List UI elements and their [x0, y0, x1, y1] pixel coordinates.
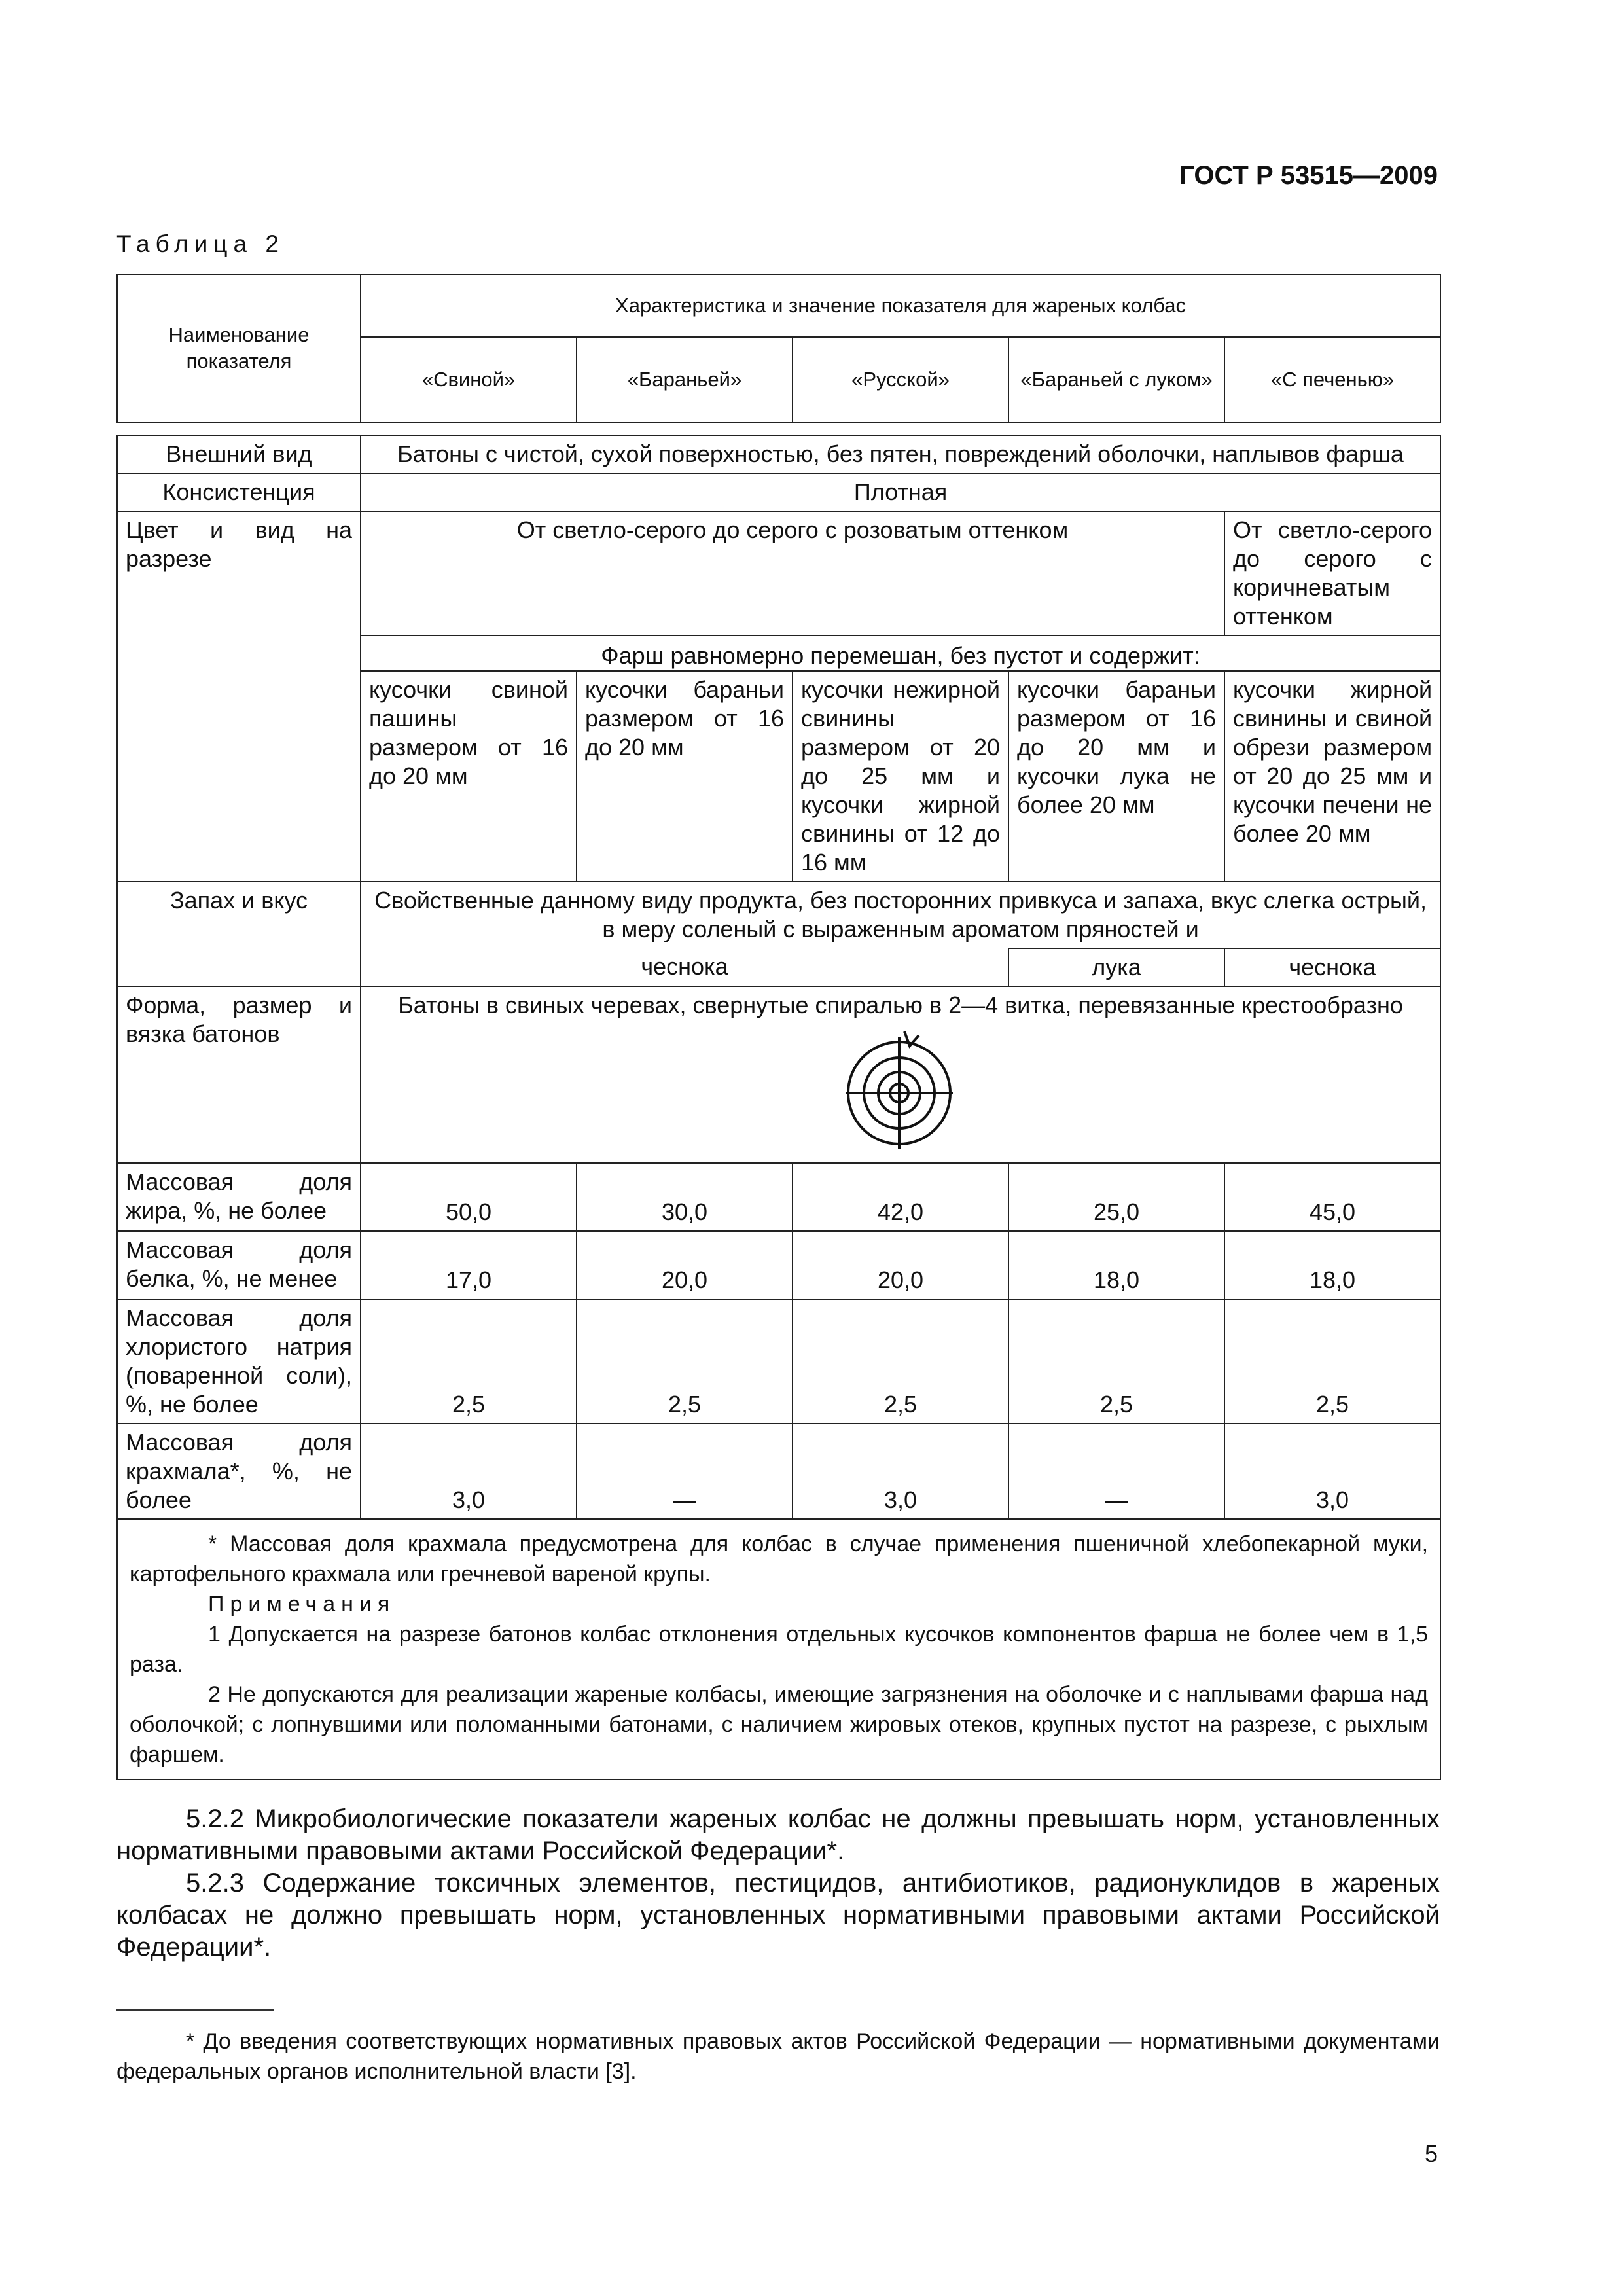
- table-cell: 2,5: [361, 1299, 577, 1424]
- footnote-separator: [116, 2009, 274, 2011]
- page-number: 5: [1424, 2140, 1438, 2167]
- column-header: «Бараньей с луком»: [1008, 337, 1224, 422]
- cut-color-common: От светло-серого до серого с розоватым оттенком: [361, 511, 1224, 636]
- corner-header: Наименование показателя: [117, 274, 361, 422]
- table-cell: 45,0: [1224, 1163, 1440, 1231]
- row-label: Консистенция: [117, 473, 361, 511]
- consistency-value: Плотная: [361, 473, 1440, 511]
- table-cell: 50,0: [361, 1163, 577, 1231]
- smell-ending: лука: [1008, 948, 1224, 986]
- table-cell: 2,5: [577, 1299, 793, 1424]
- table-cell: 20,0: [577, 1231, 793, 1299]
- footnote-text: * До введения соответствующих нормативных правовых актов Российской Федерации — нормативными документами федеральных органов исполнительной власти [3].: [116, 2029, 1440, 2084]
- row-label: Массовая доля крахмала*, %, не более: [117, 1424, 361, 1519]
- table-cell: —: [577, 1424, 793, 1519]
- table-cell: 25,0: [1008, 1163, 1224, 1231]
- row-label: Массовая доля хлористого натрия (поваренной соли), %, не более: [117, 1299, 361, 1424]
- shape-value: Батоны в свиных черевах, свернутые спиралью в 2—4 витка, перевязанные крестообразно: [398, 992, 1403, 1018]
- cut-pieces: кусочки бараньи размером от 16 до 20 мм: [577, 671, 793, 882]
- column-header: «Бараньей»: [577, 337, 793, 422]
- body-text: [116, 1803, 1440, 1964]
- cut-pieces: кусочки бараньи размером от 16 до 20 мм и кусочки лука не более 20 мм: [1008, 671, 1224, 882]
- table-footnote: * Массовая доля крахмала предусмотрена для колбас в случае применения пшеничной хлебопекарной муки, картофельного крахмала или гречневой вареной крупы.: [130, 1532, 1429, 1587]
- header-separator: [117, 422, 1440, 435]
- smell-value: Свойственные данному виду продукта, без посторонних привкуса и запаха, вкус слегка острый, в меру соленый с выраженным ароматом пряностей и: [361, 882, 1440, 948]
- table-cell: 2,5: [793, 1299, 1008, 1424]
- row-label: Массовая доля жира, %, не более: [117, 1163, 361, 1231]
- notes-heading: Примечания: [208, 1592, 396, 1617]
- group-header: Характеристика и значение показателя для жареных колбас: [361, 274, 1440, 337]
- cut-color-liver: От светло-серого до серого с коричневатым оттенком: [1224, 511, 1440, 636]
- table-cell: 3,0: [793, 1424, 1008, 1519]
- cut-pieces: кусочки свиной пашины размером от 16 до 20 мм: [361, 671, 577, 882]
- page-footnote: [116, 2026, 1440, 2087]
- row-label: Запах и вкус: [117, 882, 361, 986]
- table-cell: 3,0: [361, 1424, 577, 1519]
- table-caption: Таблица 2: [116, 230, 285, 257]
- paragraph-5-2-2: 5.2.2 Микробиологические показатели жареных колбас не должны превышать норм, установленных нормативными правовыми актами Российской Федерации*.: [116, 1804, 1440, 1865]
- cut-pieces: кусочки нежирной свинины размером от 20 до 25 мм и кусочки жирной свинины от 12 до 16 мм: [793, 671, 1008, 882]
- spiral-sausage-illustration: [842, 1028, 959, 1152]
- table-cell: 17,0: [361, 1231, 577, 1299]
- row-label: Внешний вид: [117, 435, 361, 473]
- smell-ending: чеснока: [1224, 948, 1440, 986]
- note-1: 1 Допускается на разрезе батонов колбас отклонения отдельных кусочков компонентов фарша не более чем в 1,5 раза.: [130, 1622, 1429, 1677]
- smell-ending: чеснока: [361, 948, 1008, 986]
- column-header: «Свиной»: [361, 337, 577, 422]
- cut-pieces: кусочки жирной свинины и свиной обрези размером от 20 до 25 мм и кусочки печени не более 20 мм: [1224, 671, 1440, 882]
- paragraph-5-2-3: 5.2.3 Содержание токсичных элементов, пестицидов, антибиотиков, радионуклидов в жареных колбасах не должно превышать норм, установленных нормативными правовыми актами Российской Федерации*.: [116, 1869, 1440, 1962]
- table-cell: 18,0: [1008, 1231, 1224, 1299]
- table-cell: 2,5: [1008, 1299, 1224, 1424]
- appearance-value: Батоны с чистой, сухой поверхностью, без пятен, повреждений оболочки, наплывов фарша: [361, 435, 1440, 473]
- table-notes: [117, 1519, 1440, 1780]
- table-cell: 2,5: [1224, 1299, 1440, 1424]
- note-2: 2 Не допускаются для реализации жареные колбасы, имеющие загрязнения на оболочке и с наплывами фарша над оболочкой; с лопнувшими или поломанными батонами, с наличием жировых отеков, крупных пустот на разрезе, с рыхлым фаршем.: [130, 1682, 1429, 1767]
- mince-description: Фарш равномерно перемешан, без пустот и содержит:: [361, 636, 1440, 671]
- standard-id: ГОСТ Р 53515—2009: [1179, 161, 1438, 190]
- requirements-table: [116, 274, 1441, 1780]
- table-cell: 18,0: [1224, 1231, 1440, 1299]
- shape-cell: [361, 986, 1440, 1163]
- row-label: Массовая доля белка, %, не менее: [117, 1231, 361, 1299]
- table-cell: 3,0: [1224, 1424, 1440, 1519]
- table-cell: 42,0: [793, 1163, 1008, 1231]
- column-header: «Русской»: [793, 337, 1008, 422]
- row-label: Форма, размер и вязка батонов: [117, 986, 361, 1163]
- table-cell: 30,0: [577, 1163, 793, 1231]
- table-cell: —: [1008, 1424, 1224, 1519]
- column-header: «С печенью»: [1224, 337, 1440, 422]
- table-cell: 20,0: [793, 1231, 1008, 1299]
- row-label: Цвет и вид на разрезе: [117, 511, 361, 882]
